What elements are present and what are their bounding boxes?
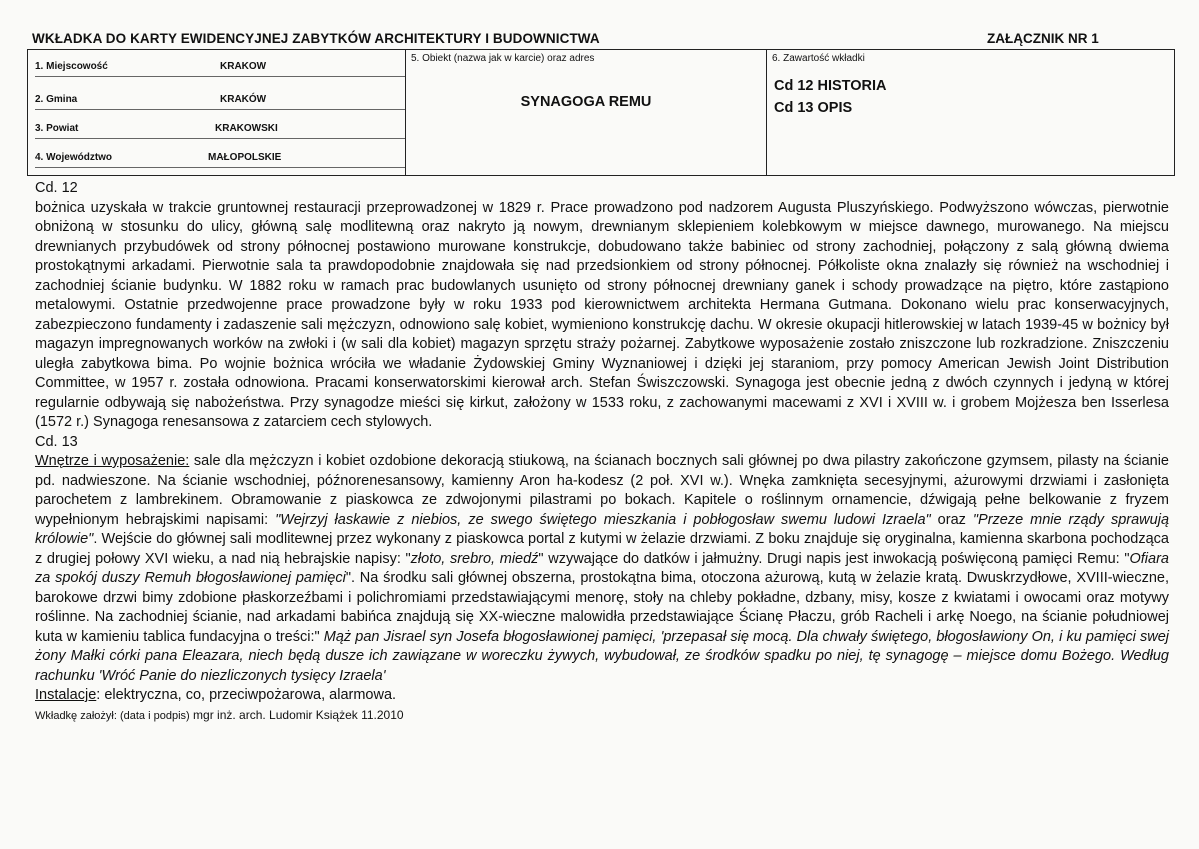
cd12-heading: Cd. 12 [35,180,78,196]
interior-quote: "Przeze mnie rządy sprawują królowie" [35,511,1170,547]
town-label: 1. Miejscowość [35,61,108,72]
location-row-town [35,54,405,77]
attachment-number: ZAŁĄCZNIK NR 1 [987,31,1099,46]
object-name: SYNAGOGA REMU [520,94,652,110]
interior-text: sale dla mężczyzn i kobiet ozdobione dekoracją stiukową, na ścianach bocznych sali głównej po dwa pilastry zakończone gzymsem, pilasty na ścianie pd. nadwieszone. Na ścianie wschodniej, późnorenesansowy, kamienny Aron ha-kodesz (2 poł. XVI w.). Wnęka zamknięta secesyjnymi, ażurowymi drzwiami i zasłonięta parochetem z lambrekinem. Obramowanie z piaskowca ze zdwojonymi pilastrami po bokach. Kapitele o roślinnym ornamencie, dźwigają pełne belkowanie z fryzem wypełnionym hebrajskimi napisami: [35,453,1169,528]
interior-text: ". Na środku sali głównej obszerna, prostokątna bima, otoczona ażurową, kutą w żelazie kratą. Dwuskrzydłowe, XVIII-wieczne, barokowe drzwi bimy zdobione płaskorzeźbami i polichromiami przedstawiającymi menorę, stoły na chleby pokładne, dzbany, misy, kosze z kwiatami i owocami oraz motywy roślinne. Na zachodniej ścianie, nad arkadami babińca znajdują się XX-wieczne malowidła przedstawiające Ścianę Płaczu, grób Racheli i arkę Noego, na ścianie południowej kuta w kamieniu tablica fundacyjna o treści:" [35,570,1169,645]
contents-label: 6. Zawartość wkładki [772,53,865,64]
town-value: KRAKOW [220,61,267,72]
contents-box [766,49,1175,176]
installations-text: : elektryczna, co, przeciwpożarowa, alarmowa. [96,687,397,703]
form-title: WKŁADKA DO KARTY EWIDENCYJNEJ ZABYTKÓW ARCHITEKTURY I BUDOWNICTWA [32,31,600,46]
district-value: KRAKOWSKI [215,123,278,134]
commune-label: 2. Gmina [35,94,78,105]
location-row-voivodeship [35,145,405,168]
interior-quote: Ofiara za spokój duszy Remuh błogosławionej pamięci [35,550,1169,586]
document-body [35,179,1169,726]
interior-text: oraz [930,511,973,528]
district-label: 3. Powiat [35,123,79,134]
installations-label: Instalacje [35,687,97,703]
voivodeship-value: MAŁOPOLSKIE [208,152,282,163]
interior-label: Wnętrze i wyposażenie: [35,453,190,469]
signature-label: Wkładkę założył: (data i podpis) [35,709,190,722]
contents-line-description: Cd 13 OPIS [774,100,853,116]
foundation-inscription: Mąż pan Jisrael syn Josefa błogosławionej pamięci, 'przepasał się mocą. Dla chwały świętego, błogosławiony On, i ku pamięci swej żony Małki córki pana Eleazara, niech będą dusze ich zawiązane w woreczku żywych, wybudował, ze środków spadku po niej, tę synagogę – miejsce domu Bożego. Według rachunku 'Wróć Panie do niezliczonych tysięcy Izraela' [35,628,1169,684]
voivodeship-label: 4. Województwo [35,152,113,163]
cd12-paragraph: bożnica uzyskała w trakcie gruntownej restauracji przeprowadzonej w 1829 r. Prace prowadzono pod nadzorem Augusta Pluszyńskiego. Podwyższono wówczas, pierwotnie obniżoną w stosunku do ulicy, główną salę modlitewną oraz nakryto ją nowym, drewnianym sklepieniem kolebkowym w miejsce dawnego, murowanego. Na miejscu drewnianych przybudówek od strony północnej postawiono murowane konstrukcje, dobudowano także babiniec od strony zachodniej, połączony z salą główną dwiema prostokątnymi arkadami. Pierwotnie sala ta prawdopodobnie znajdowała się nad przedsionkiem od strony północnej. Półkoliste okna znalazły się również na wschodniej i zachodniej ścianie budynku. W 1882 roku w ramach prac budowlanych usunięto od strony północnej drewniany ganek i schody prowadzące na piętro, które zastąpiono metalowymi. Ostatnie przedwojenne prace prowadzone były w roku 1933 pod kierownictwem architekta Hermana Gutmana. Dokonano wielu prac konserwacyjnych, zabezpieczono fundamenty i zadaszenie sali mężczyzn, odnowiono salę kobiet, wymieniono konstrukcję dachu. W okresie okupacji hitlerowskiej w latach 1939-45 w bożnicy był magazyn impregnowanych worków na zwłoki i (w sali dla kobiet) magazyn sprzętu straży pożarnej. Zabytkowe wyposażenie zostało zniszczone lub rozkradzione. Zniszczeniu uległa zabytkowa bima. Po wojnie bożnica wróciła we władanie Żydowskiej Gminy Wyznaniowej i dzięki jej staraniom, przy pomocy American Jewish Joint Distribution Committee, w 1957 r. została odnowiona. Pracami konserwatorskimi kierował arch. Stefan Świszczowski. Synagoga jest obecnie jedną z dwóch czynnych i jedyną w której regularnie odbywają się nabożeństwa. Przy synagodze mieści się kirkut, założony w 1533 roku, z zachowanymi macewami z XVI i XVIII w. i grobem Mojżesza ben Isserlesa (1572 r.) Synagoga renesansowa z zatarciem cech stylowych. [35,199,1169,430]
contents-line-history: Cd 12 HISTORIA [774,78,887,94]
signature-value: mgr inż. arch. Ludomir Książek 11.2010 [189,707,404,722]
interior-paragraph [35,452,1169,686]
location-row-district [35,116,405,139]
commune-value: KRAKÓW [220,94,267,105]
location-row-commune [35,87,405,110]
location-box [27,49,406,176]
interior-quote: złoto, srebro, miedź [410,550,539,567]
interior-quote: "Wejrzyj łaskawie z niebios, ze swego świętego mieszkania i pobłogosław swemu ludowi Izraela" [275,511,931,528]
installations-paragraph [35,686,1169,706]
interior-text: . Wejście do głównej sali modlitewnej przez wykonany z piaskowca portal z kutymi w żelazie drzwiami. Z boku znajduje się oryginalna, kamienna skarbona pochodząca z drugiej połowy XVI wieku, a nad nią hebrajskie napisy: " [35,531,1169,567]
object-box [405,49,767,176]
cd13-heading: Cd. 13 [35,433,78,450]
object-label: 5. Obiekt (nazwa jak w karcie) oraz adres [411,53,595,64]
interior-text: " wzywające do datków i jałmużny. Drugi napis jest inwokacją poświęconą pamięci Remu: " [538,550,1130,567]
signature-line [35,706,1169,727]
